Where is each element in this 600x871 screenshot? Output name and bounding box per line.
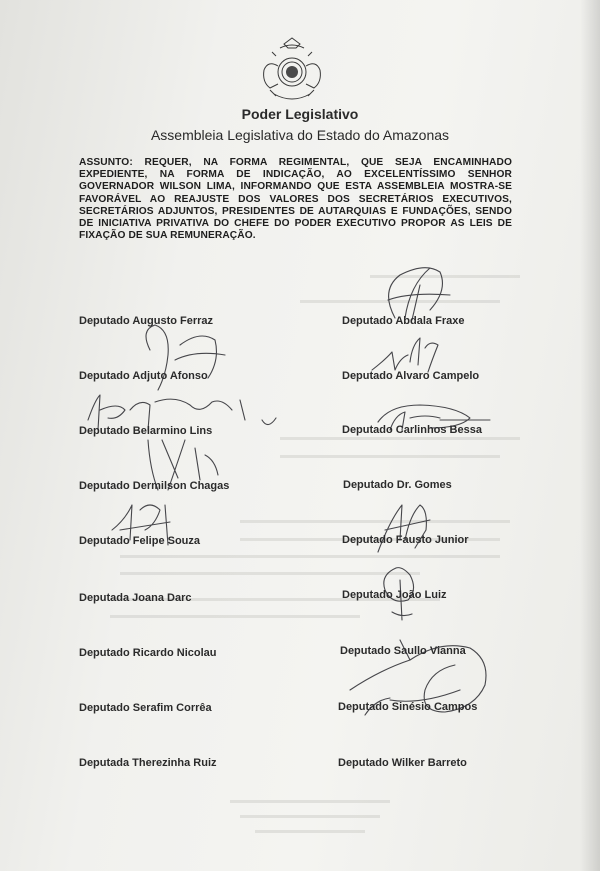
signatory-right-2: Deputado Alvaro Campelo [342, 370, 480, 382]
signatory-left-8: Deputado Serafim Corrêa [79, 702, 212, 714]
signatory-left-2: Deputado Adjuto Afonso [79, 370, 208, 382]
signatory-left-1: Deputado Augusto Ferraz [79, 315, 214, 327]
signatory-right-4: Deputado Dr. Gomes [343, 479, 452, 491]
signatory-left-6: Deputada Joana Darc [79, 592, 192, 604]
signatory-right-3: Deputado Carlinhos Bessa [342, 424, 482, 436]
subject-paragraph: ASSUNTO: REQUER, NA FORMA REGIMENTAL, QUE SEJA ENCAMINHADO EXPEDIENTE, NA FORMA DE INDICAÇÃO, AO EXCELENTÍSSIMO SENHOR GOVERNADOR WILSON LIMA, INFORMANDO QUE ESTA ASSEMBLEIA MOSTRA-SE FAVORÁVEL AO REAJUSTE DOS VALORES DOS SECRETÁRIOS EXECUTIVOS, SECRETÁRIOS ADJUNTOS, PRESIDENTES DE AUTARQUIAS E FUNDAÇÕES, SENDO DE INICIATIVA PRIVATIVA DO CHEFE DO PODER EXECUTIVO PROPOR AS LEIS DE FIXAÇÃO DE SUA REMUNERAÇÃO. [79, 157, 512, 242]
signatory-right-1: Deputado Abdala Fraxe [342, 315, 465, 327]
signatory-left-7: Deputado Ricardo Nicolau [79, 647, 217, 659]
signatory-left-9: Deputada Therezinha Ruiz [79, 757, 217, 769]
signature-alvaro-campelo [372, 338, 438, 372]
page-subtitle: Assembleia Legislativa do Estado do Amazonas [150, 127, 450, 143]
signature-abdala-fraxe [388, 268, 450, 320]
signatory-right-9: Deputado Wilker Barreto [338, 757, 467, 769]
signatory-left-4: Deputado Dermilson Chagas [79, 480, 230, 492]
signatory-left-5: Deputado Felipe Souza [79, 535, 201, 547]
signatory-right-5: Deputado Fausto Junior [342, 534, 469, 546]
signatory-right-8: Deputado Sinésio Campos [338, 701, 478, 713]
signatory-right-6: Deputado João Luiz [342, 589, 447, 601]
signatory-right-7: Deputado Saullo Vianna [340, 645, 466, 657]
signatory-left-3: Deputado Belarmino Lins [79, 425, 213, 437]
page-title: Poder Legislativo [241, 106, 359, 122]
coat-of-arms-emblem [256, 36, 328, 106]
